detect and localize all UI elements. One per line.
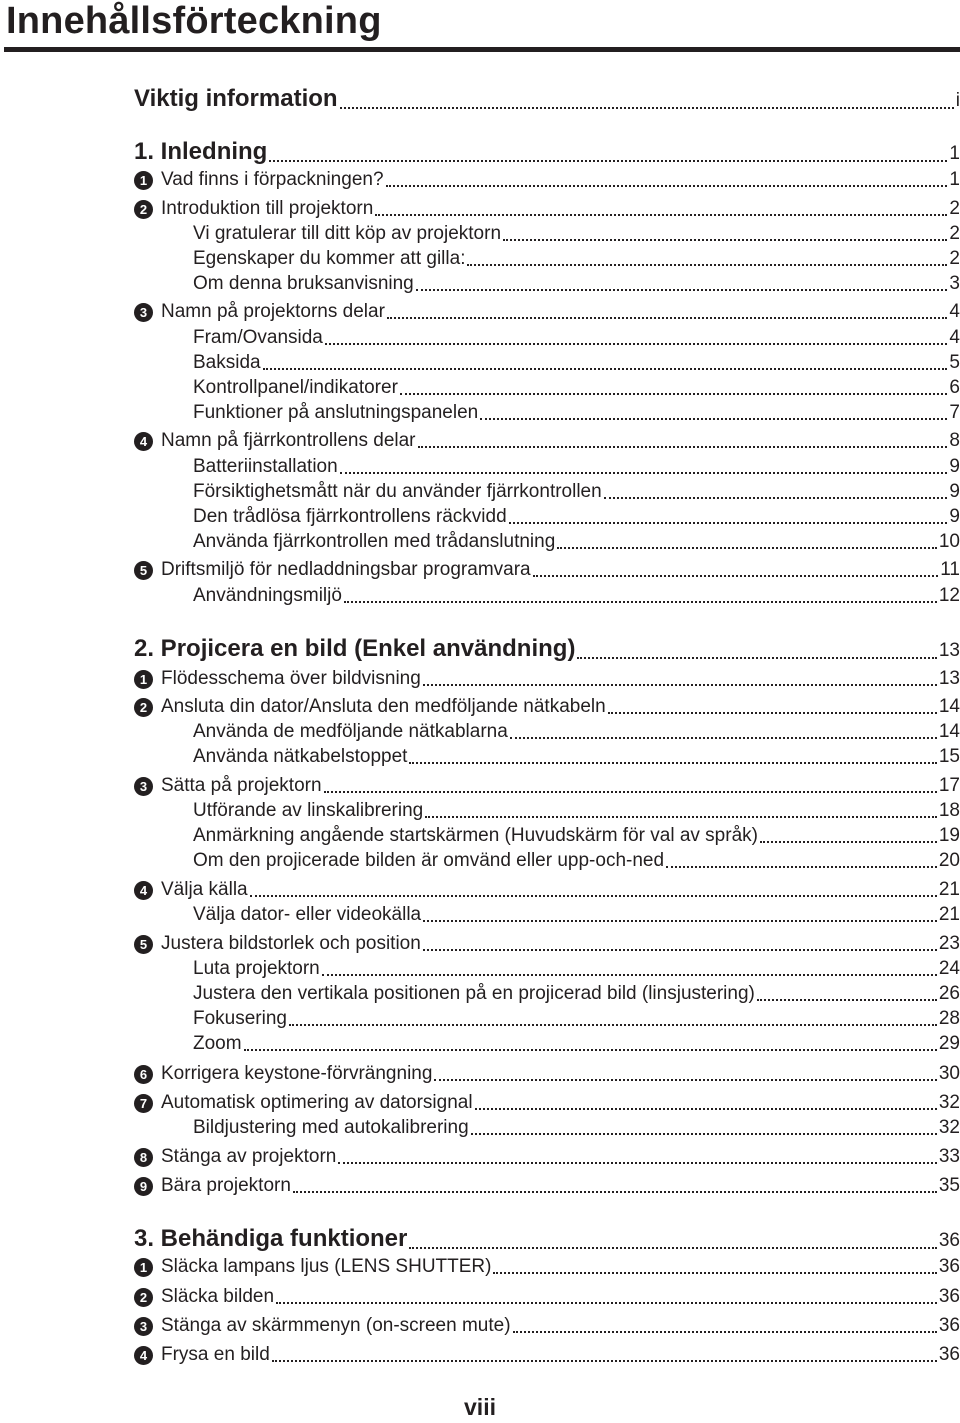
toc-entry-title: Namn på projektorns delar xyxy=(161,301,385,322)
toc-entry[interactable] xyxy=(193,903,960,927)
dot-leader xyxy=(509,522,948,524)
dot-leader xyxy=(666,866,937,868)
toc-entry-page: 7 xyxy=(949,402,960,423)
toc-entry-title: Bära projektorn xyxy=(161,1175,291,1196)
number-bullet-icon: 3 xyxy=(134,303,153,322)
toc-entry-page: 29 xyxy=(938,1033,960,1054)
dot-leader xyxy=(434,1079,936,1081)
number-bullet-icon: 7 xyxy=(134,1094,153,1113)
toc-entry-title: Kontrollpanel/indikatorer xyxy=(193,377,398,398)
dot-leader xyxy=(293,1191,937,1193)
toc-entry-page: 5 xyxy=(949,352,960,373)
toc-entry-page: 21 xyxy=(938,904,960,925)
toc-entry-page: 11 xyxy=(940,559,960,580)
toc-entry[interactable] xyxy=(193,222,960,246)
toc-entry-title: Stänga av skärmmenyn (on-screen mute) xyxy=(161,1315,511,1336)
toc-entry-page: 35 xyxy=(938,1175,960,1196)
toc-entry-title: Flödesschema över bildvisning xyxy=(161,668,421,689)
toc-entry-page: 19 xyxy=(938,825,960,846)
toc-entry-title: 3. Behändiga funktioner xyxy=(134,1225,408,1252)
toc-entry-title: Viktig information xyxy=(134,85,338,112)
toc-entry-page: 2 xyxy=(949,198,960,219)
dot-leader xyxy=(340,107,954,109)
toc-entry[interactable] xyxy=(193,824,960,848)
toc-entry[interactable] xyxy=(193,745,960,769)
toc-entry-title: Egenskaper du kommer att gilla: xyxy=(193,248,466,269)
toc-entry[interactable] xyxy=(193,247,960,271)
toc-entry[interactable] xyxy=(134,1285,960,1309)
dot-leader xyxy=(503,239,947,241)
toc-entry[interactable] xyxy=(193,351,960,375)
toc-entry-page: 28 xyxy=(938,1008,960,1029)
toc-entry-page: 12 xyxy=(938,585,960,606)
toc-entry-title: Korrigera keystone-förvrängning xyxy=(161,1063,433,1084)
toc-entry[interactable] xyxy=(134,558,960,582)
number-bullet-icon: 5 xyxy=(134,561,153,580)
toc-entry-title: 2. Projicera en bild (Enkel användning) xyxy=(134,635,576,662)
toc-entry-title: 1. Inledning xyxy=(134,138,268,165)
toc-entry-title: Baksida xyxy=(193,352,261,373)
toc-entry-page: 36 xyxy=(938,1344,960,1365)
toc-entry[interactable] xyxy=(134,932,960,956)
toc-entry[interactable] xyxy=(193,272,960,296)
dot-leader xyxy=(533,575,939,577)
dot-leader xyxy=(387,317,948,319)
dot-leader xyxy=(513,1331,937,1333)
toc-entry-page: 9 xyxy=(949,456,960,477)
toc-entry-page: 14 xyxy=(938,696,960,717)
toc-entry[interactable] xyxy=(134,667,960,691)
toc-entry-page: 18 xyxy=(938,800,960,821)
toc-entry-page: 20 xyxy=(938,850,960,871)
dot-leader xyxy=(250,895,937,897)
title-rule xyxy=(4,47,960,52)
toc-entry-title: Välja källa xyxy=(161,879,248,900)
toc-heading[interactable] xyxy=(134,634,960,664)
toc-entry-title: Användningsmiljö xyxy=(193,585,342,606)
number-bullet-icon: 6 xyxy=(134,1065,153,1084)
toc-entry-title: Släcka lampans ljus (LENS SHUTTER) xyxy=(161,1256,492,1277)
dot-leader xyxy=(557,547,937,549)
toc-entry[interactable] xyxy=(193,480,960,504)
toc-entry[interactable] xyxy=(134,1314,960,1338)
toc-entry[interactable] xyxy=(193,957,960,981)
toc-entry-page: 36 xyxy=(938,1315,960,1336)
dot-leader xyxy=(608,712,937,714)
toc-entry-page: 26 xyxy=(938,983,960,1004)
dot-leader xyxy=(493,1272,936,1274)
dot-leader xyxy=(325,343,948,345)
toc-entry-page: 8 xyxy=(949,430,960,451)
toc-entry[interactable] xyxy=(193,849,960,873)
number-bullet-icon: 4 xyxy=(134,1346,153,1365)
toc-entry-page: 14 xyxy=(938,721,960,742)
toc-heading[interactable] xyxy=(134,84,960,114)
toc-entry-page: 9 xyxy=(949,481,960,502)
toc-entry-title: Driftsmiljö för nedladdningsbar programvara xyxy=(161,559,531,580)
number-bullet-icon: 1 xyxy=(134,1258,153,1277)
number-bullet-icon: 1 xyxy=(134,171,153,190)
dot-leader xyxy=(423,684,937,686)
toc-entry-page: 1 xyxy=(949,169,960,190)
toc-entry-title: Justera den vertikala positionen på en projicerad bild (linsjustering) xyxy=(193,983,755,1004)
dot-leader xyxy=(263,368,948,370)
dot-leader xyxy=(418,446,948,448)
toc-entry-title: Ansluta din dator/Ansluta den medföljande nätkabeln xyxy=(161,696,606,717)
dot-leader xyxy=(409,762,936,764)
toc-entry-page: 4 xyxy=(949,327,960,348)
toc-entry-page: 36 xyxy=(938,1286,960,1307)
toc-entry[interactable] xyxy=(193,376,960,400)
toc-entry-title: Frysa en bild xyxy=(161,1344,270,1365)
toc-entry-page: 6 xyxy=(949,377,960,398)
dot-leader xyxy=(423,920,937,922)
dot-leader xyxy=(324,791,937,793)
page-title: Innehållsförteckning xyxy=(6,0,382,42)
toc-entry-title: Stänga av projektorn xyxy=(161,1146,337,1167)
toc-entry[interactable] xyxy=(134,1145,960,1169)
toc-entry[interactable] xyxy=(193,326,960,350)
toc-entry-title: Batteriinstallation xyxy=(193,456,338,477)
toc-entry-title: Zoom xyxy=(193,1033,242,1054)
number-bullet-icon: 5 xyxy=(134,935,153,954)
toc-entry-title: Luta projektorn xyxy=(193,958,320,979)
toc-entry-title: Vi gratulerar till ditt köp av projektorn xyxy=(193,223,502,244)
toc-entry-title: Försiktighetsmått när du använder fjärrkontrollen xyxy=(193,481,602,502)
toc-entry-page: 32 xyxy=(938,1092,960,1113)
toc-entry-page: 33 xyxy=(938,1146,960,1167)
toc-entry-title: Den trådlösa fjärrkontrollens räckvidd xyxy=(193,506,507,527)
number-bullet-icon: 8 xyxy=(134,1148,153,1167)
toc-entry-page: 1 xyxy=(949,143,960,164)
toc-entry[interactable] xyxy=(134,1255,960,1279)
toc-entry-title: Använda fjärrkontrollen med trådanslutning xyxy=(193,531,556,552)
toc-entry[interactable] xyxy=(193,1007,960,1031)
toc-entry[interactable] xyxy=(193,720,960,744)
toc-entry-page: 2 xyxy=(949,248,960,269)
toc-entry-title: Välja dator- eller videokälla xyxy=(193,904,422,925)
number-bullet-icon: 4 xyxy=(134,432,153,451)
dot-leader xyxy=(467,264,947,266)
toc-entry-page: 36 xyxy=(938,1256,960,1277)
toc-entry[interactable] xyxy=(134,695,960,719)
toc-entry-page: 4 xyxy=(949,301,960,322)
dot-leader xyxy=(425,816,937,818)
number-bullet-icon: 2 xyxy=(134,1288,153,1307)
toc-entry[interactable] xyxy=(134,197,960,221)
toc-entry-title: Automatisk optimering av datorsignal xyxy=(161,1092,473,1113)
toc-entry-title: Fokusering xyxy=(193,1008,287,1029)
number-bullet-icon: 9 xyxy=(134,1177,153,1196)
number-bullet-icon: 3 xyxy=(134,1317,153,1336)
dot-leader xyxy=(760,841,937,843)
toc-entry-page: 21 xyxy=(938,879,960,900)
toc-entry-title: Använda de medföljande nätkablarna xyxy=(193,721,508,742)
toc-heading[interactable] xyxy=(134,137,960,167)
dot-leader xyxy=(577,657,936,659)
toc-entry-page: 17 xyxy=(938,775,960,796)
toc-entry-title: Anmärkning angående startskärmen (Huvudskärm för val av språk) xyxy=(193,825,758,846)
toc-entry[interactable] xyxy=(134,878,960,902)
toc-entry[interactable] xyxy=(193,1116,960,1140)
toc-entry-title: Fram/Ovansida xyxy=(193,327,323,348)
toc-entry-page: 13 xyxy=(938,668,960,689)
toc-entry[interactable] xyxy=(193,530,960,554)
toc-entry-title: Släcka bilden xyxy=(161,1286,275,1307)
toc-entry[interactable] xyxy=(134,1091,960,1115)
dot-leader xyxy=(510,737,937,739)
dot-leader xyxy=(344,601,937,603)
toc-entry-page: 13 xyxy=(938,640,960,661)
toc-entry-page: 9 xyxy=(949,506,960,527)
dot-leader xyxy=(289,1024,937,1026)
toc-entry-title: Om denna bruksanvisning xyxy=(193,273,414,294)
toc-entry[interactable] xyxy=(193,505,960,529)
toc-heading[interactable] xyxy=(134,1224,960,1254)
dot-leader xyxy=(338,1162,937,1164)
dot-leader xyxy=(409,1247,936,1249)
dot-leader xyxy=(276,1302,937,1304)
number-bullet-icon: 3 xyxy=(134,777,153,796)
toc-entry[interactable] xyxy=(193,401,960,425)
dot-leader xyxy=(475,1108,937,1110)
dot-leader xyxy=(400,393,948,395)
toc-entry-title: Utförande av linskalibrering xyxy=(193,800,424,821)
number-bullet-icon: 2 xyxy=(134,698,153,717)
toc-entry-title: Sätta på projektorn xyxy=(161,775,322,796)
dot-leader xyxy=(340,472,948,474)
dot-leader xyxy=(375,214,947,216)
toc-entry-page: i xyxy=(955,90,960,111)
dot-leader xyxy=(272,1360,937,1362)
number-bullet-icon: 2 xyxy=(134,200,153,219)
toc-entry-page: 36 xyxy=(938,1230,960,1251)
toc-entry-title: Justera bildstorlek och position xyxy=(161,933,421,954)
toc-entry-page: 3 xyxy=(949,273,960,294)
toc-entry-title: Om den projicerade bilden är omvänd eller upp-och-ned xyxy=(193,850,665,871)
toc-entry-page: 32 xyxy=(938,1117,960,1138)
dot-leader xyxy=(322,974,937,976)
number-bullet-icon: 4 xyxy=(134,881,153,900)
dot-leader xyxy=(757,999,937,1001)
toc-entry[interactable] xyxy=(193,584,960,608)
dot-leader xyxy=(471,1133,937,1135)
toc-entry-title: Använda nätkabelstoppet xyxy=(193,746,408,767)
dot-leader xyxy=(416,289,948,291)
dot-leader xyxy=(244,1049,937,1051)
dot-leader xyxy=(423,949,937,951)
toc-entry-page: 2 xyxy=(949,223,960,244)
toc-entry[interactable] xyxy=(193,982,960,1006)
toc-entry[interactable] xyxy=(193,799,960,823)
toc-entry-page: 23 xyxy=(938,933,960,954)
toc-entry-page: 10 xyxy=(938,531,960,552)
toc-entry[interactable] xyxy=(134,1062,960,1086)
dot-leader xyxy=(604,497,948,499)
toc-entry-page: 15 xyxy=(938,746,960,767)
toc-entry-page: 24 xyxy=(938,958,960,979)
number-bullet-icon: 1 xyxy=(134,670,153,689)
toc-entry-title: Namn på fjärrkontrollens delar xyxy=(161,430,416,451)
toc-entry-page: 30 xyxy=(938,1063,960,1084)
toc-entry[interactable] xyxy=(134,300,960,324)
toc-entry[interactable] xyxy=(193,1032,960,1056)
toc-entry-title: Bildjustering med autokalibrering xyxy=(193,1117,469,1138)
toc-entry[interactable] xyxy=(193,455,960,479)
toc-entry[interactable] xyxy=(134,1343,960,1367)
toc-entry[interactable] xyxy=(134,1174,960,1198)
toc-entry[interactable] xyxy=(134,168,960,192)
dot-leader xyxy=(480,418,947,420)
toc-entry-title: Vad finns i förpackningen? xyxy=(161,169,384,190)
toc-entry[interactable] xyxy=(134,429,960,453)
dot-leader xyxy=(269,160,947,162)
toc-entry-title: Introduktion till projektorn xyxy=(161,198,374,219)
toc-entry-title: Funktioner på anslutningspanelen xyxy=(193,402,479,423)
toc-entry[interactable] xyxy=(134,774,960,798)
dot-leader xyxy=(386,185,948,187)
page-number: viii xyxy=(464,1394,496,1420)
